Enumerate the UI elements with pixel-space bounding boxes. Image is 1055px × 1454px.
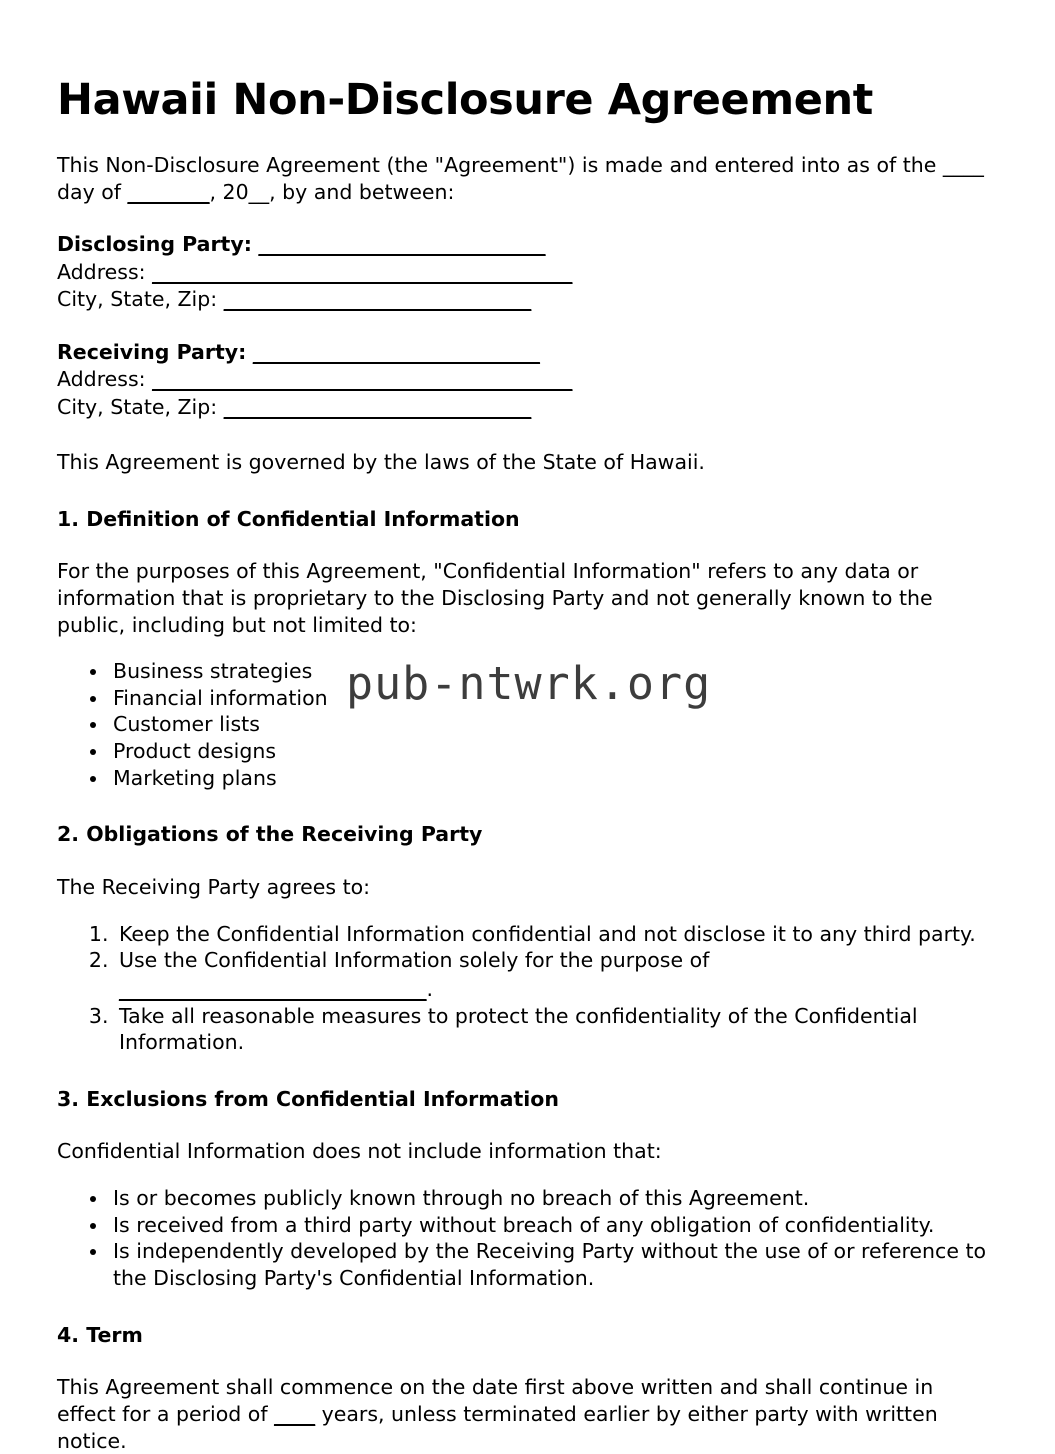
list-item: • Product designs: [109, 738, 991, 765]
receiving-party-block: [57, 339, 991, 421]
list-item: • Is or becomes publicly known through no breach of this Agreement.: [109, 1185, 991, 1212]
disclosing-party-label: Disclosing Party:: [57, 232, 252, 257]
disclosing-party-city-blank: ______________________________: [223, 286, 532, 311]
term-years-blank: ____: [274, 1401, 316, 1426]
receiving-party-city-label: City, State, Zip:: [57, 394, 218, 419]
purpose-blank: ______________________________: [119, 976, 427, 1001]
receiving-party-city-blank: ______________________________: [223, 394, 532, 419]
receiving-party-address-blank: _________________________________________: [152, 367, 573, 392]
receiving-party-city-line: [57, 394, 991, 421]
section-2-body: The Receiving Party agrees to:: [57, 874, 371, 899]
section-3-body: Confidential Information does not include information that:: [57, 1139, 662, 1164]
intro-line-2-prefix: day of: [57, 179, 128, 204]
list-item-text: Use the Confidential Information solely for the purpose of: [119, 948, 710, 973]
receiving-party-address-line: [57, 366, 991, 393]
governing-law-paragraph: This Agreement is governed by the laws of the State of Hawaii.: [57, 449, 705, 474]
intro-day-blank: ________: [127, 179, 210, 204]
section-4-heading: 4. Term: [57, 1322, 143, 1347]
list-item: • Is independently developed by the Receiving Party without the use of or reference to the Disclosing Party's Confidential Information.: [109, 1238, 991, 1291]
section-4-body: [57, 1374, 991, 1454]
section-2-list: [57, 921, 991, 1056]
receiving-party-name-line: [57, 339, 991, 366]
section-2-heading: 2. Obligations of the Receiving Party: [57, 822, 483, 847]
disclosing-party-name-line: [57, 231, 991, 258]
section-3-list: [57, 1185, 991, 1292]
list-item: • Customer lists: [109, 711, 991, 738]
receiving-party-label: Receiving Party:: [57, 340, 247, 365]
intro-paragraph: [57, 152, 991, 205]
list-item: 1. Keep the Confidential Information confidential and not disclose it to any third party.: [115, 921, 991, 948]
disclosing-party-address-label: Address:: [57, 259, 146, 284]
disclosing-party-city-label: City, State, Zip:: [57, 286, 218, 311]
list-item: • Marketing plans: [109, 765, 991, 792]
receiving-party-name-blank: ____________________________: [252, 340, 540, 365]
disclosing-party-city-line: [57, 286, 991, 313]
watermark-text: pub-ntwrk.org: [346, 657, 712, 710]
section-1-heading: 1. Definition of Confidential Information: [57, 506, 520, 531]
purpose-period: .: [426, 976, 434, 1001]
intro-line-1: This Non-Disclosure Agreement (the "Agreement") is made and entered into as of the ____: [57, 153, 984, 178]
section-4-body-prefix: This Agreement shall commence on the date first above written and shall continue in effect for a period of: [57, 1375, 934, 1426]
list-item: 3. Take all reasonable measures to protect the confidentiality of the Confidential Information.: [115, 1003, 991, 1056]
section-4-body-suffix: years, unless terminated earlier by either party with written notice.: [57, 1401, 938, 1453]
section-1-body: For the purposes of this Agreement, "Confidential Information" refers to any data or information that is proprietary to the Disclosing Party and not generally known to the public, including but not limited to:: [57, 559, 933, 637]
list-item: • Is received from a third party without breach of any obligation of confidentiality.: [109, 1212, 991, 1239]
page-title: Hawaii Non-Disclosure Agreement: [57, 75, 873, 125]
list-item: [115, 947, 991, 1002]
list-item: • Financial information: [109, 685, 991, 712]
disclosing-party-block: [57, 231, 991, 313]
purpose-blank-line: [119, 976, 991, 1003]
section-3-heading: 3. Exclusions from Confidential Information: [57, 1086, 559, 1111]
disclosing-party-address-blank: _________________________________________: [152, 259, 573, 284]
intro-line-2-suffix: , 20__, by and between:: [209, 179, 455, 204]
list-item: • Business strategies: [109, 658, 991, 685]
section-1-list: [57, 658, 991, 791]
disclosing-party-name-blank: ____________________________: [258, 232, 546, 257]
receiving-party-address-label: Address:: [57, 367, 146, 392]
disclosing-party-address-line: [57, 259, 991, 286]
